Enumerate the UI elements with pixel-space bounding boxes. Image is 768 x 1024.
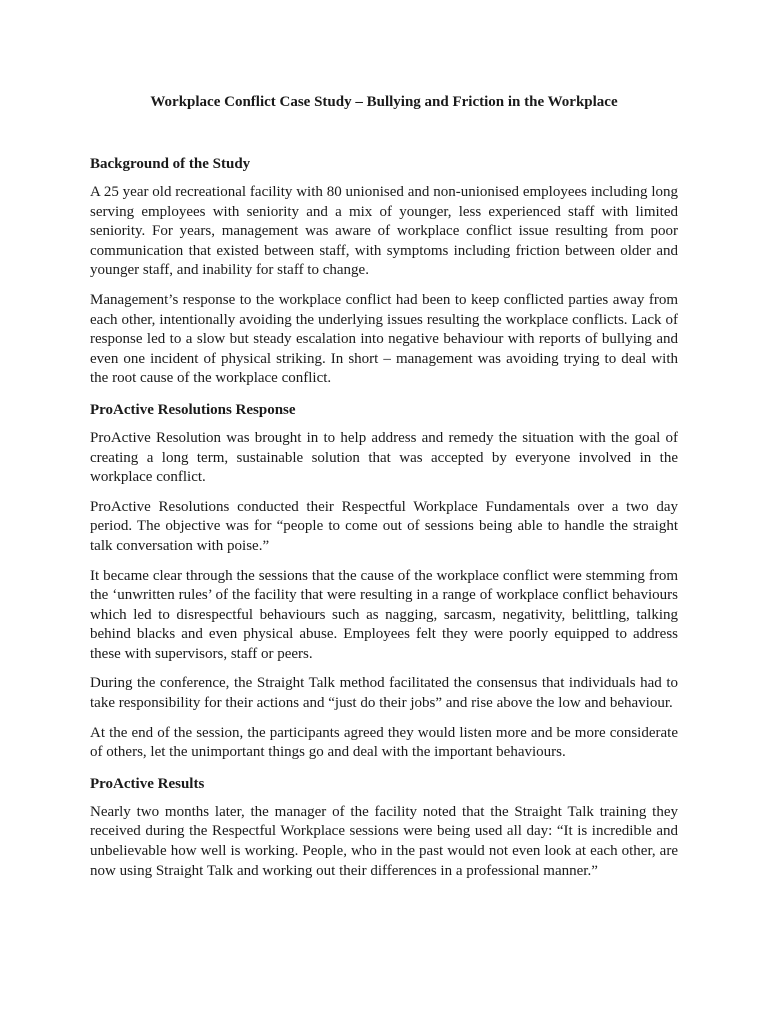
section-heading: Background of the Study [90, 156, 251, 172]
section-heading: ProActive Resolutions Response [90, 401, 296, 418]
section-results [90, 774, 678, 881]
paragraph: During the conference, the Straight Talk method facilitated the consensus that individuals had to take responsibility for their actions and “just do their jobs” and rise above the low and behaviour. [90, 675, 678, 712]
section-background [90, 154, 678, 389]
paragraph: At the end of the session, the participants agreed they would listen more and be more considerate of others, let the unimportant things go and deal with the important behaviours. [90, 724, 678, 761]
document-title: Workplace Conflict Case Study – Bullying and Friction in the Workplace [150, 94, 618, 110]
paragraph: A 25 year old recreational facility with 80 unionised and non-unionised employees including long serving employees with seniority and a mix of younger, less experienced staff with limited seniority. For years, management was aware of workplace conflict issue resulting from poor communication that existed between staff, with symptoms including friction between older and younger staff, and inability for staff to change. [90, 184, 678, 279]
section-heading: ProActive Results [90, 775, 205, 792]
paragraph: Nearly two months later, the manager of the facility noted that the Straight Talk training they received during the Respectful Workplace sessions were being used all day: “It is incredible and unbelievable how well is working. People, who in the past would not even look at each other, are now using Straight Talk and working out their differences in a professional manner.” [90, 803, 678, 879]
paragraph: ProActive Resolutions conducted their Respectful Workplace Fundamentals over a two day period. The objective was for “people to come out of sessions being able to handle the straight talk conversation with poise.” [90, 498, 678, 554]
paragraph: Management’s response to the workplace conflict had been to keep conflicted parties away from each other, intentionally avoiding the underlying issues resulting the workplace conflicts. Lack of response led to a slow but steady escalation into negative behaviour with reports of bullying and even one incident of physical striking. In short – management was avoiding trying to deal with the root cause of the workplace conflict. [90, 291, 678, 387]
paragraph: ProActive Resolution was brought in to help address and remedy the situation with the goal of creating a long term, sustainable solution that was accepted by everyone involved in the workplace conflict. [90, 429, 678, 486]
paragraph: It became clear through the sessions that the cause of the workplace conflict were stemming from the ‘unwritten rules’ of the facility that were resulting in a range of workplace conflict behaviours which led to disrespectful behaviours such as nagging, sarcasm, negativity, belittling, talking behind blacks and even physical abuse. Employees felt they were poorly equipped to address these with supervisors, staff or peers. [90, 567, 678, 662]
section-response [90, 400, 678, 763]
